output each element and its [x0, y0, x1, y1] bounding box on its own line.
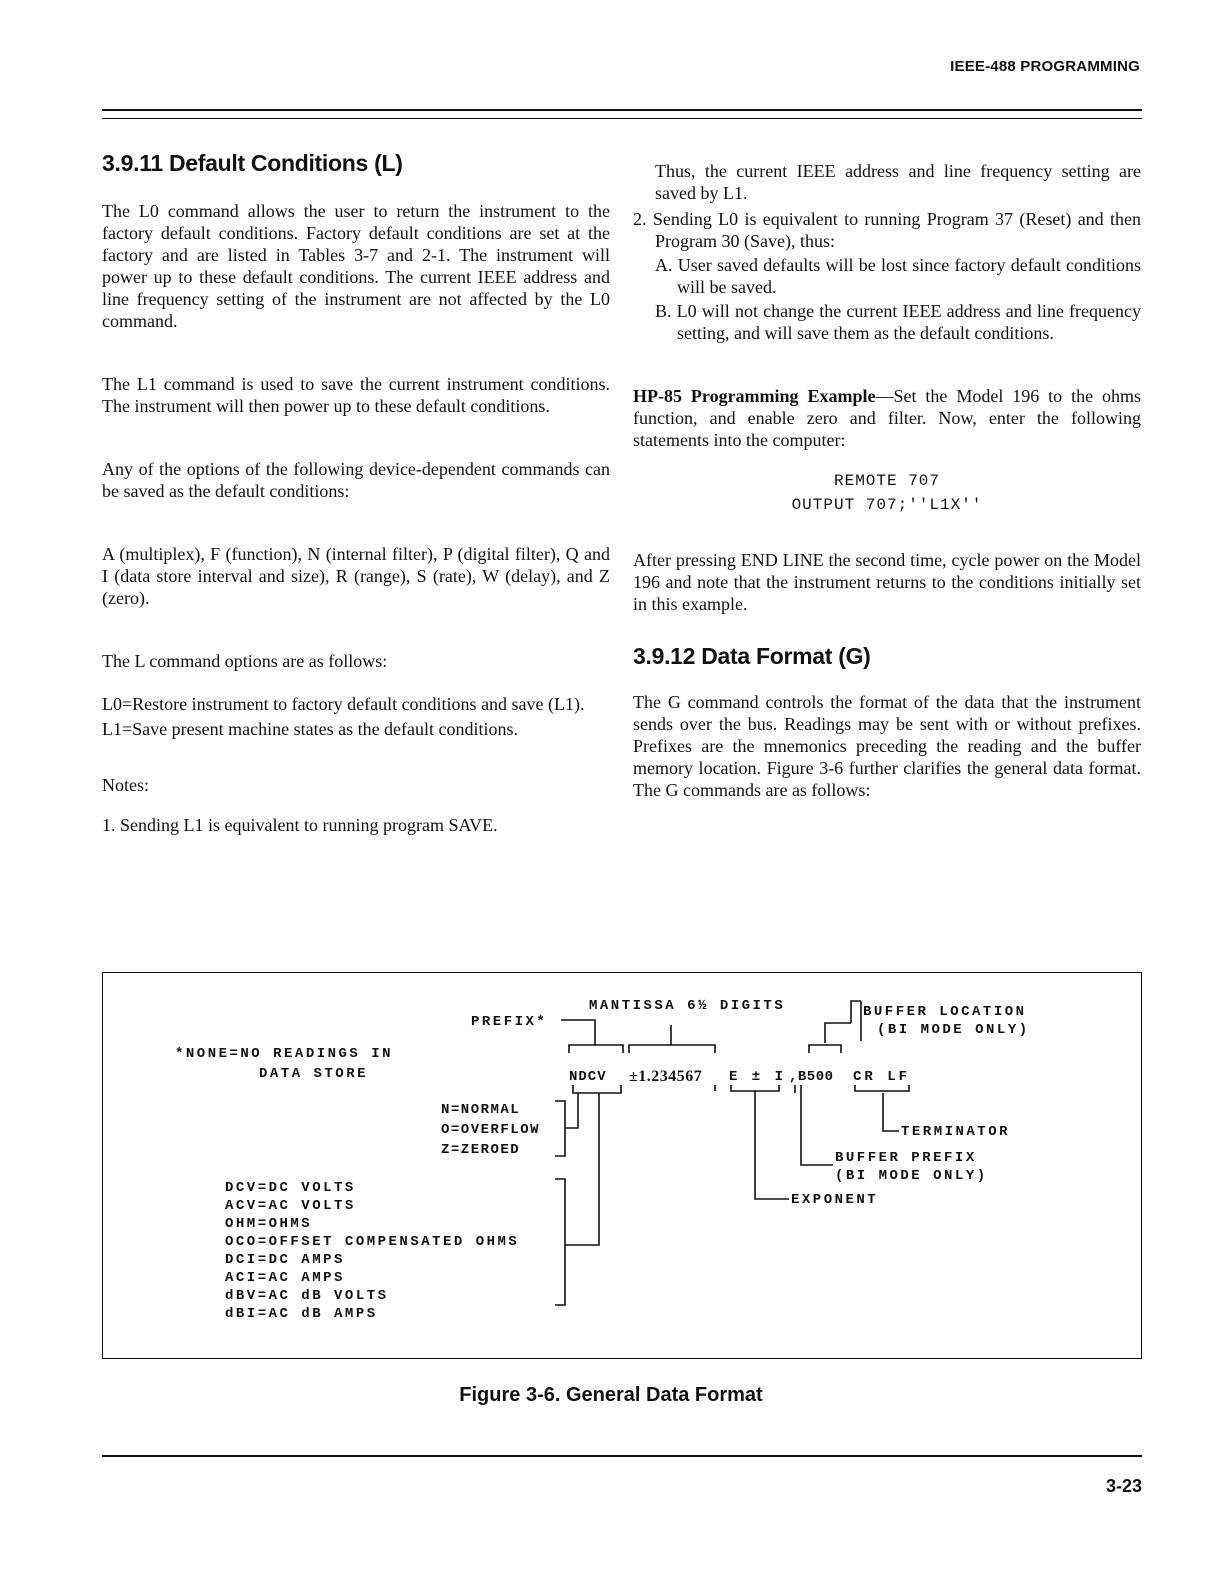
- label-bi-mode-only-2: (BI MODE ONLY): [835, 1168, 988, 1184]
- notes-label: Notes:: [102, 775, 149, 795]
- header-rule: [102, 109, 1142, 111]
- option-l1: L1=Save present machine states as the default conditions.: [102, 719, 519, 739]
- label-none-line2: DATA STORE: [259, 1066, 369, 1082]
- function-dcv: DCV=DC VOLTS: [225, 1180, 356, 1196]
- label-buffer-location: BUFFER LOCATION: [863, 1004, 1027, 1020]
- footer-rule: [102, 1455, 1142, 1457]
- example-paragraph: [633, 385, 1141, 451]
- figure-caption: Figure 3-6. General Data Format: [459, 1384, 763, 1406]
- label-exponent: EXPONENT: [791, 1192, 879, 1208]
- function-oco: OCO=OFFSET COMPENSATED OHMS: [225, 1234, 520, 1250]
- paragraph-command-list: A (multiplex), F (function), N (internal filter), P (digital filter), Q and I (data store interval and size), R (range), S (rate), W (delay), and Z (zero).: [102, 544, 610, 608]
- format-mantissa: ±1.234567: [629, 1068, 703, 1085]
- paragraph-data-format: The G command controls the format of the data that the instrument sends over the bus. Readings may be sent with or without prefixes. Prefixes are the mnemonics preceding the reading and the buffer memory location. Figure 3-6 further clarifies the general data format. The G commands are as follows:: [633, 692, 1141, 800]
- function-dbv: dBV=AC dB VOLTS: [225, 1288, 389, 1304]
- label-prefix: PREFIX*: [471, 1014, 548, 1030]
- function-acv: ACV=AC VOLTS: [225, 1198, 356, 1214]
- paragraph-options-intro: Any of the options of the following device-dependent commands can be saved as the default conditions:: [102, 459, 610, 501]
- code-line-1: REMOTE 707: [833, 472, 940, 490]
- note-2b: B. L0 will not change the current IEEE address and line frequency setting, and will save them as the default conditions.: [655, 301, 1141, 343]
- label-mantissa: MANTISSA 6½ DIGITS: [589, 998, 786, 1014]
- function-aci: ACI=AC AMPS: [225, 1270, 345, 1286]
- example-label: HP-85 Programming Example: [633, 386, 876, 406]
- example-text: —Set the Model 196 to the ohms function, and enable zero and filter. Now, enter the following statements into the computer:: [633, 386, 1141, 450]
- format-prefix: NDCV: [569, 1069, 607, 1085]
- label-none-line1: *NONE=NO READINGS IN: [175, 1046, 394, 1062]
- paragraph-l-options: The L command options are as follows:: [102, 651, 388, 671]
- format-buffer: ,B500: [789, 1069, 834, 1085]
- label-bi-mode-only-1: (BI MODE ONLY): [877, 1022, 1030, 1038]
- left-column: [102, 152, 610, 836]
- function-ohm: OHM=OHMS: [225, 1216, 313, 1232]
- header-rule-thin: [102, 118, 1142, 119]
- note-1-continued: Thus, the current IEEE address and line frequency setting are saved by L1.: [655, 161, 1141, 203]
- right-column: [633, 160, 1141, 801]
- code-line-2: OUTPUT 707;''L1X'': [791, 496, 983, 514]
- format-exponent: E ± I: [729, 1069, 787, 1085]
- status-normal: N=NORMAL: [441, 1102, 521, 1118]
- function-dbi: dBI=AC dB AMPS: [225, 1306, 378, 1322]
- label-terminator: TERMINATOR: [901, 1124, 1011, 1140]
- figure-data-format: [102, 972, 1142, 1359]
- page-number: 3-23: [1105, 1476, 1142, 1496]
- status-overflow: O=OVERFLOW: [441, 1122, 541, 1138]
- note-2: 2. Sending L0 is equivalent to running Program 37 (Reset) and then Program 30 (Save), thus:: [633, 209, 1141, 251]
- section-heading-data-format: 3.9.12 Data Format (G): [633, 643, 871, 669]
- option-l0: L0=Restore instrument to factory default conditions and save (L1).: [102, 694, 585, 714]
- running-header: IEEE-488 PROGRAMMING: [950, 58, 1140, 75]
- note-1: 1. Sending L1 is equivalent to running program SAVE.: [102, 815, 498, 835]
- note-2a: A. User saved defaults will be lost since factory default conditions will be saved.: [655, 255, 1141, 297]
- function-dci: DCI=DC AMPS: [225, 1252, 345, 1268]
- after-paragraph: After pressing END LINE the second time, cycle power on the Model 196 and note that the instrument returns to the conditions initially set in this example.: [633, 550, 1141, 614]
- label-buffer-prefix: BUFFER PREFIX: [835, 1150, 977, 1166]
- paragraph-l0: The L0 command allows the user to return the instrument to the factory default conditions. Factory default conditions are set at the factory and are listed in Tables 3-7 and 2-1. The instrument will power up to these default conditions. The current IEEE address and line frequency setting of the instrument are not affected by the L0 command.: [102, 201, 610, 331]
- section-heading-default-conditions: 3.9.11 Default Conditions (L): [102, 150, 403, 176]
- paragraph-l1: The L1 command is used to save the current instrument conditions. The instrument will then power up to these default conditions.: [102, 374, 610, 416]
- format-terminator: CR LF: [853, 1069, 911, 1085]
- status-zeroed: Z=ZEROED: [441, 1142, 521, 1158]
